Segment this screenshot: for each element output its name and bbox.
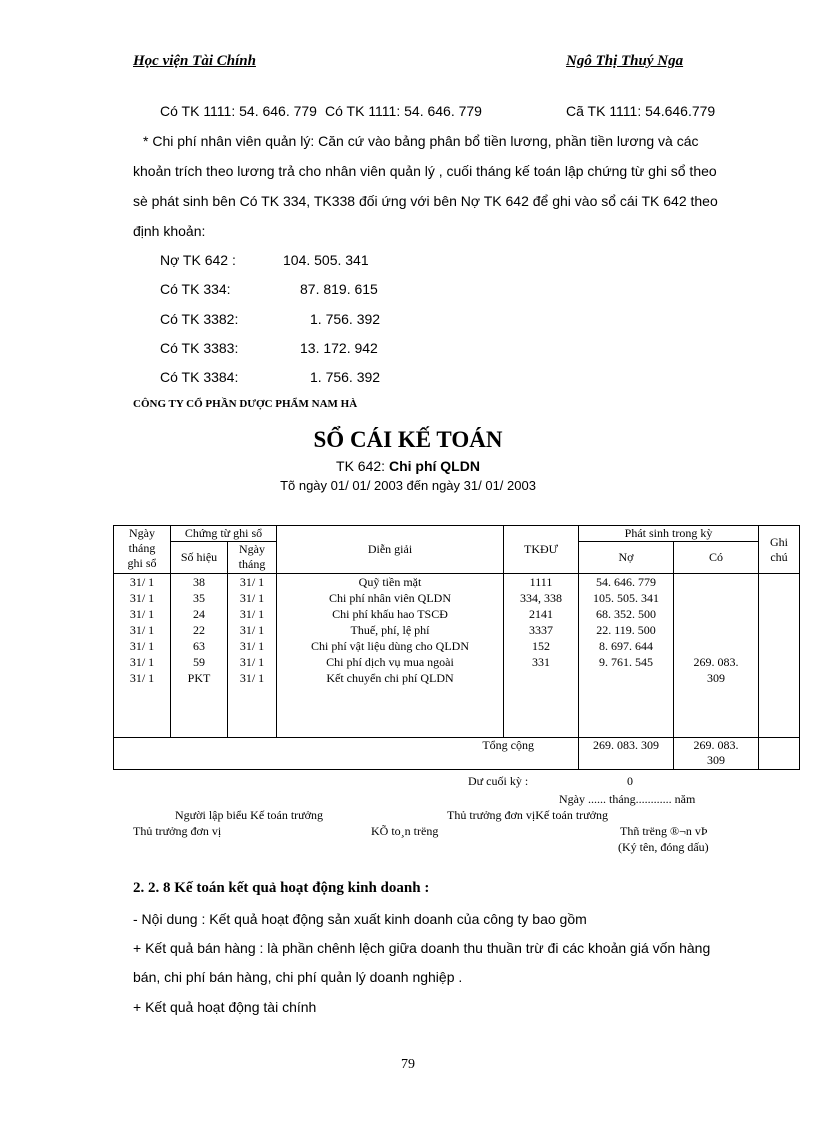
entry-value: 13. 172. 942 [300, 340, 378, 356]
company-name: CÔNG TY CỔ PHẦN DƯỢC PHẨM NAM HÀ [133, 398, 358, 410]
section-line3: bán, chi phí bán hàng, chi phí quản lý doanh nghiệp . [133, 969, 463, 985]
balance-label: Dư cuối kỳ : [468, 774, 529, 788]
entry-label: Có TK 3384: [160, 369, 239, 385]
intro-para-line2: khoản trích theo lương trả cho nhân viên quản lý , cuối tháng kế toán lập chứng từ ghi sổ theo [133, 163, 717, 179]
sig-head-chief: Thủ trưởng đơn vịKế toán trưởng [447, 808, 609, 822]
ledger-title: SỔ CÁI KẾ TOÁN [313, 427, 503, 452]
header-right: Ngô Thị Thuý Nga [566, 53, 684, 69]
col-voucher-no: 38 35 24 22 63 59 PKT [171, 574, 228, 738]
section-line2: + Kết quả bán hàng : là phần chênh lệch giữa doanh thu thuần trừ đi các khoản giá vốn hàng [133, 940, 711, 956]
col-tkdu: 1111 334, 338 2141 3337 152 331 [504, 574, 579, 738]
col-header-voucher: Chứng từ ghi sổ [171, 526, 277, 542]
section-line1: - Nội dung : Kết quả hoạt động sản xuất kinh doanh của công ty bao gồm [133, 911, 587, 927]
col-no: 54. 646. 779 105. 505. 341 68. 352. 500 22. 119. 500 8. 697. 644 9. 761. 545 [579, 574, 674, 738]
entry-label: Nợ TK 642 : [160, 252, 236, 268]
intro-para-line4: định khoản: [133, 223, 206, 239]
section-line4: + Kết quả hoạt động tài chính [133, 999, 317, 1015]
entry-label: Có TK 334: [160, 281, 231, 297]
section-heading: 2. 2. 8 Kế toán kết quả hoạt động kinh doanh : [133, 880, 430, 896]
sig-chief-acc: KÕ to¸n trëng [371, 824, 439, 838]
ledger-sub-prefix: TK 642: [336, 458, 386, 474]
entry-label: Có TK 3382: [160, 311, 239, 327]
col-desc: Quỹ tiền mặt Chi phí nhân viên QLDN Chi phí khấu hao TSCĐ Thuế, phí, lệ phí Chi phí vật liệu dùng cho QLDN Chi phí dịch vụ mua ngoài Kết chuyển chi phí QLDN [277, 574, 504, 738]
col-header-date: Ngày tháng ghi sổ [114, 526, 171, 574]
ledger-sub-bold: Chi phí QLDN [388, 458, 480, 474]
date-line: Ngày ...... tháng............ năm [559, 792, 696, 806]
ledger-date-range: Tõ ngày 01/ 01/ 2003 đến ngày 31/ 01/ 2003 [280, 478, 536, 493]
page-number: 79 [401, 1057, 415, 1072]
col-header-co: Có [674, 542, 759, 574]
total-no: 269. 083. 309 [579, 738, 674, 770]
sig-note: (Ký tên, đóng dấu) [618, 840, 709, 854]
intro-line1-b: Có TK 1111: 54. 646. 779 [325, 103, 482, 119]
intro-line1-c: Cã TK 1111: 54.646.779 [566, 103, 716, 119]
total-co: 269. 083. 309 [674, 738, 759, 770]
col-header-phatsinh: Phát sinh trong kỳ [579, 526, 759, 542]
ledger-table [113, 525, 800, 770]
col-header-tkdu: TKĐƯ [504, 526, 579, 574]
sig-head-garbled: Thñ trëng ®¬n vÞ [620, 824, 708, 838]
entry-value: 87. 819. 615 [300, 281, 378, 297]
intro-line1-a: Có TK 1111: 54. 646. 779 [160, 103, 317, 119]
header-left: Học viện Tài Chính [133, 53, 256, 69]
col-co [674, 574, 759, 738]
col-voucher-date: 31/ 1 31/ 1 31/ 1 31/ 1 31/ 1 31/ 1 31/ 1 [228, 574, 277, 738]
co-value-line1: 269. 083. [693, 655, 739, 669]
sig-preparer: Người lập biểu Kế toán trưởng [175, 808, 324, 822]
col-header-desc: Diễn giải [277, 526, 504, 574]
col-header-no: Nợ [579, 542, 674, 574]
total-ghichu [759, 738, 800, 770]
entry-label: Có TK 3383: [160, 340, 239, 356]
co-value-line2: 309 [707, 671, 725, 685]
entry-value: 104. 505. 341 [283, 252, 369, 268]
balance-value: 0 [627, 774, 633, 788]
col-header-ghichu: Ghi chú [759, 526, 800, 574]
intro-para-line3: sè phát sinh bên Có TK 334, TK338 đối ứng với bên Nợ TK 642 để ghi vào sổ cái TK 642 theo [133, 193, 718, 209]
total-label: Tổng cộng [114, 738, 579, 770]
col-ghichu [759, 574, 800, 738]
col-header-voucher-date: Ngày tháng [228, 542, 277, 574]
ledger-subtitle [0, 458, 816, 474]
entry-value: 1. 756. 392 [310, 311, 381, 327]
col-date: 31/ 1 31/ 1 31/ 1 31/ 1 31/ 1 31/ 1 31/ 1 [114, 574, 171, 738]
col-header-voucher-no: Số hiệu [171, 542, 228, 574]
sig-head-unit: Thủ trưởng đơn vị [133, 824, 222, 838]
entry-value: 1. 756. 392 [310, 369, 381, 385]
intro-para-line1: * Chi phí nhân viên quản lý: Căn cứ vào bảng phân bổ tiền lương, phần tiền lương và các [143, 133, 699, 149]
